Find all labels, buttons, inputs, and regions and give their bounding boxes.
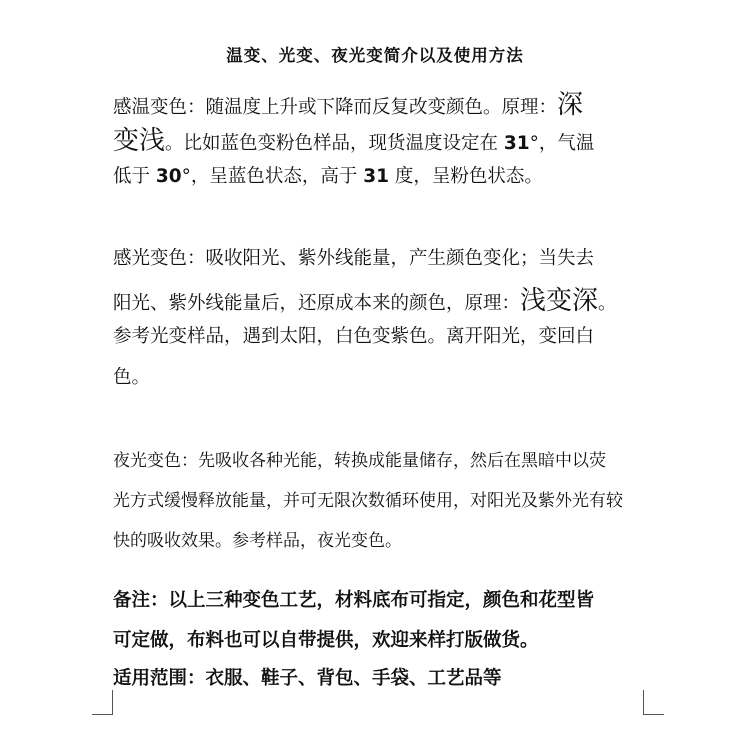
para2-large-text: 浅变深 bbox=[520, 286, 599, 316]
para1-line2-tail: °，气温 bbox=[529, 133, 595, 154]
para1-line1 bbox=[113, 84, 583, 121]
page-corner-mark-left bbox=[92, 690, 113, 715]
para1-line3-a: 低于 bbox=[113, 166, 156, 187]
para1-line1-text: 感温变色：随温度上升或下降而反复改变颜色。原理： bbox=[113, 97, 558, 118]
document-title: 温变、光变、夜光变简介以及使用方法 bbox=[226, 46, 524, 65]
note-line1: 备注：以上三种变色工艺，材料底布可指定，颜色和花型皆 bbox=[113, 590, 595, 611]
para3-line1: 夜光变色：先吸收各种光能，转换成能量储存，然后在黑暗中以荧 bbox=[113, 451, 606, 471]
para2-line3: 参考光变样品，遇到太阳，白色变紫色。离开阳光，变回白 bbox=[113, 326, 595, 347]
para1-line2-text: 。比如蓝色变粉色样品，现货温度设定在 bbox=[165, 133, 504, 154]
note-line2: 可定做，布料也可以自带提供，欢迎来样打版做货。 bbox=[113, 630, 539, 651]
para1-temp-30: 30 bbox=[155, 166, 182, 187]
para1-large-text-1: 深 bbox=[557, 90, 584, 120]
para1-line2 bbox=[113, 120, 594, 157]
note-line3: 适用范围：衣服、鞋子、背包、手袋、工艺品等 bbox=[113, 668, 502, 689]
para2-line2-end: 。 bbox=[598, 293, 617, 314]
page-corner-mark-right bbox=[643, 690, 664, 715]
para1-large-text-2: 变浅 bbox=[113, 126, 166, 156]
para3-line2: 光方式缓慢释放能量，并可无限次数循环使用，对阳光及紫外光有较 bbox=[113, 491, 623, 511]
para1-temp-31-b: 31 bbox=[363, 166, 390, 187]
para2-line1: 感光变色：吸收阳光、紫外线能量，产生颜色变化；当失去 bbox=[113, 248, 595, 269]
para2-line2-text: 阳光、紫外线能量后，还原成本来的颜色，原理： bbox=[113, 293, 521, 314]
para1-line3-c: °，呈蓝色状态，高于 bbox=[181, 166, 364, 187]
para1-line3 bbox=[113, 162, 543, 188]
para2-line4: 色。 bbox=[113, 367, 151, 388]
para1-line3-e: 度，呈粉色状态。 bbox=[389, 166, 543, 187]
para1-temp-31: 31 bbox=[503, 133, 530, 154]
para3-line3: 快的吸收效果。参考样品，夜光变色。 bbox=[113, 531, 402, 551]
para2-line2 bbox=[113, 280, 617, 317]
